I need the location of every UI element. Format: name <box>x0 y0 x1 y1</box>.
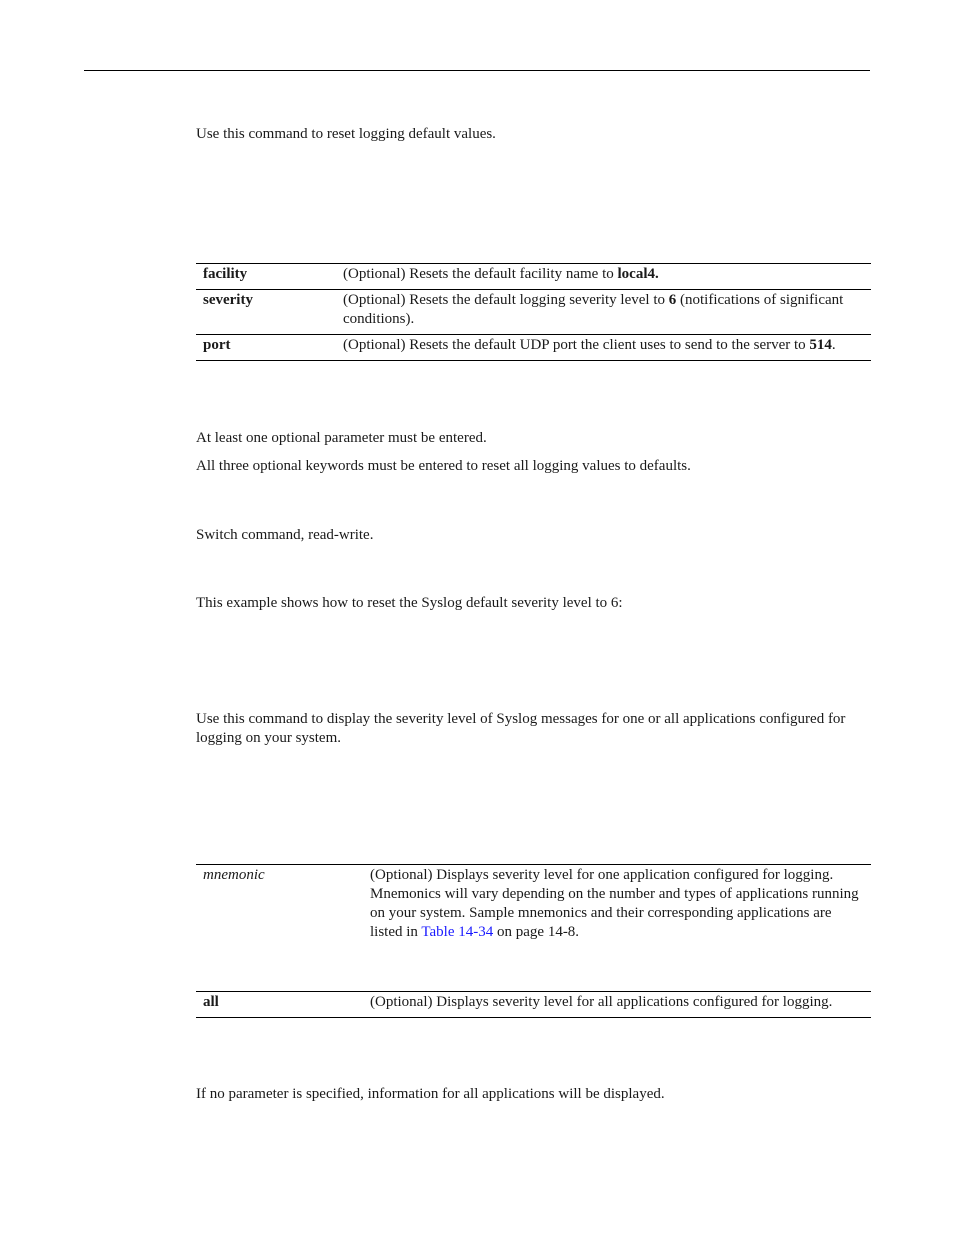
table-row <box>196 290 871 335</box>
parameters-table-1 <box>196 263 871 361</box>
param-desc: (Optional) Resets the default facility name to <box>343 266 618 282</box>
param-desc-end: . <box>831 337 836 353</box>
usage-text-1: At least one optional parameter must be entered. <box>196 430 487 446</box>
parameters-table-2 <box>196 864 871 1018</box>
table-link[interactable]: Table 14-34 <box>421 924 494 940</box>
param-desc-end: on page 14-8. <box>493 924 580 940</box>
param-name: port <box>203 337 231 353</box>
usage-text-2: All three optional keywords must be entered to reset all logging values to defaults. <box>196 458 691 474</box>
param-name: facility <box>203 266 248 282</box>
defaults-text: If no parameter is specified, information for all applications will be displayed. <box>196 1086 665 1102</box>
example-text: This example shows how to reset the Syslog default severity level to 6: <box>196 595 623 611</box>
param-desc: (Optional) Displays severity level for one application configured for logging. Mnemonics will vary depending on the number and types of applications running on your system. Sample mnemonics and their corresponding applications are listed in <box>370 867 859 940</box>
param-value: local4. <box>617 266 659 282</box>
mode-text: Switch command, read-write. <box>196 527 374 543</box>
table-row <box>196 264 871 290</box>
description-text-2: Use this command to display the severity level of Syslog messages for one or all applications configured for logging on your system. <box>196 711 846 746</box>
param-name: mnemonic <box>203 867 265 883</box>
param-desc: (Optional) Resets the default logging severity level to <box>343 292 669 308</box>
param-desc: (Optional) Resets the default UDP port the client uses to send to the server to <box>343 337 810 353</box>
table-row <box>196 335 871 361</box>
param-value: 6 <box>668 292 677 308</box>
table-row <box>196 865 871 992</box>
param-value: 514 <box>809 337 832 353</box>
param-desc: (Optional) Displays severity level for all applications configured for logging. <box>370 994 833 1010</box>
description-text: Use this command to reset logging default values. <box>196 126 496 142</box>
header-rule <box>84 70 870 71</box>
param-desc-end: (notifications of significant conditions). <box>343 292 844 327</box>
param-name: severity <box>203 292 253 308</box>
param-name: all <box>203 994 219 1010</box>
table-row <box>196 992 871 1018</box>
